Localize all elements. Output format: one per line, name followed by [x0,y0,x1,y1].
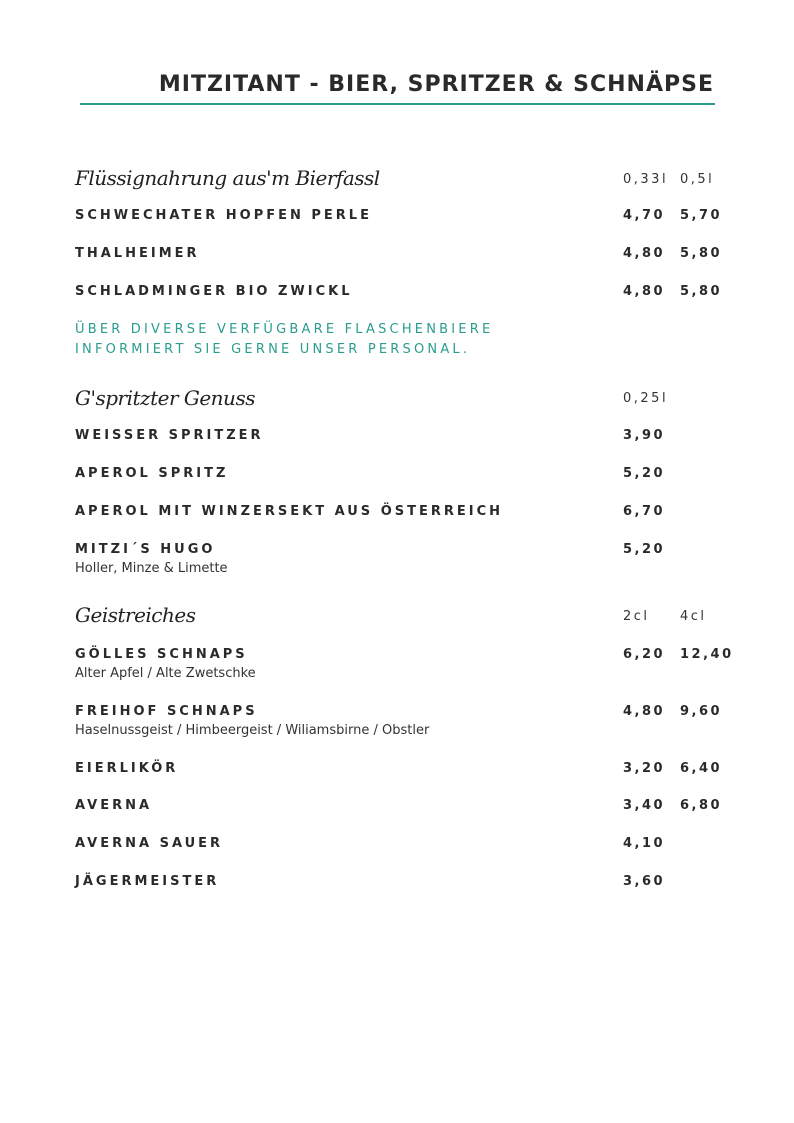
menu-item-description: Haselnussgeist / Himbeergeist / Wiliamsbirne / Obstler [75,723,430,738]
page-title: MITZITANT - BIER, SPRITZER & SCHNÄPSE [158,72,714,97]
bottled-beer-note [75,320,493,360]
menu-item-description: Holler, Minze & Limette [75,561,228,576]
menu-item-name: APEROL SPRITZ [75,466,229,481]
menu-item-name: APEROL MIT WINZERSEKT AUS ÖSTERREICH [75,504,504,519]
menu-item-price: 5,70 [680,208,723,223]
menu-item-price: 5,80 [680,246,723,261]
menu-item-description: Alter Apfel / Alte Zwetschke [75,666,256,681]
menu-item-price: 3,60 [623,874,666,889]
menu-item-price: 12,40 [680,647,734,662]
menu-item-price: 4,80 [623,246,666,261]
menu-item-price: 4,10 [623,836,666,851]
menu-item-price: 5,20 [623,466,666,481]
menu-item-name: GÖLLES SCHNAPS [75,647,248,662]
menu-item-price: 6,80 [680,798,723,813]
menu-item-name: SCHLADMINGER BIO ZWICKL [75,284,353,299]
menu-item-price: 9,60 [680,704,723,719]
size-label-025: 0,25l [623,391,669,406]
menu-item-name: EIERLIKÖR [75,761,179,776]
menu-item-price: 6,40 [680,761,723,776]
title-underline [80,103,715,105]
menu-item-name: WEISSER SPRITZER [75,428,264,443]
size-label-033: 0,33l [623,172,669,187]
menu-item-price: 4,80 [623,704,666,719]
section-heading-spritzer: G'spritzter Genuss [75,386,255,410]
menu-item-price: 6,20 [623,647,666,662]
section-heading-schnaps: Geistreiches [75,603,196,627]
menu-item-price: 3,20 [623,761,666,776]
size-label-4cl: 4cl [680,609,707,624]
menu-item-name: AVERNA SAUER [75,836,224,851]
note-line: INFORMIERT SIE GERNE UNSER PERSONAL. [75,342,471,357]
menu-item-name: FREIHOF SCHNAPS [75,704,258,719]
menu-item-price: 4,80 [623,284,666,299]
menu-item-price: 4,70 [623,208,666,223]
menu-item-price: 3,40 [623,798,666,813]
note-line: ÜBER DIVERSE VERFÜGBARE FLASCHENBIERE [75,322,494,337]
menu-item-price: 3,90 [623,428,666,443]
menu-item-name: THALHEIMER [75,246,200,261]
menu-item-price: 5,20 [623,542,666,557]
size-label-2cl: 2cl [623,609,650,624]
menu-item-name: MITZI´S HUGO [75,542,216,557]
menu-item-price: 5,80 [680,284,723,299]
section-heading-beer: Flüssignahrung aus'm Bierfassl [75,166,380,190]
menu-item-name: AVERNA [75,798,153,813]
size-label-05: 0,5l [680,172,715,187]
menu-item-name: SCHWECHATER HOPFEN PERLE [75,208,372,223]
menu-item-price: 6,70 [623,504,666,519]
menu-item-name: JÄGERMEISTER [75,874,220,889]
